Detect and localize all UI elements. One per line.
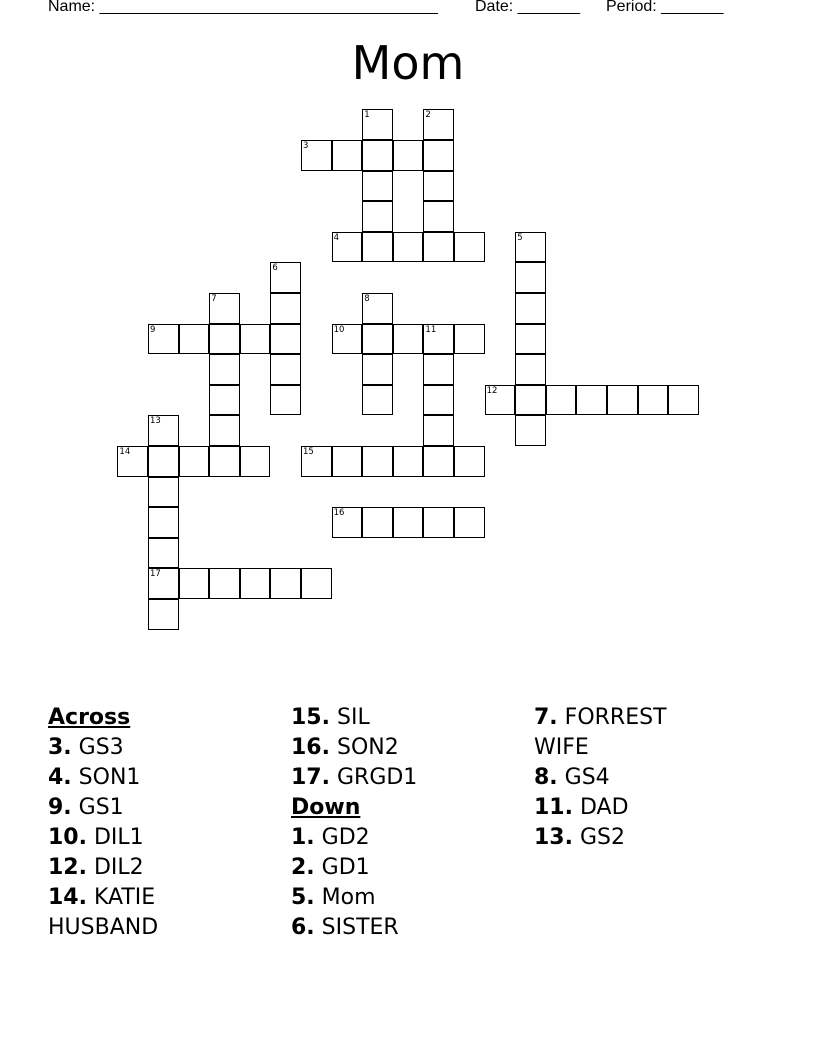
clue-item	[291, 823, 511, 853]
grid-cell[interactable]	[423, 385, 454, 416]
clue-number: 16	[333, 508, 345, 519]
clue-heading: Down	[291, 795, 361, 820]
grid-cell[interactable]	[148, 599, 179, 630]
grid-cell[interactable]	[668, 385, 699, 416]
clue-number: 4	[333, 232, 340, 243]
clue-number: 8	[364, 294, 370, 304]
grid-cell[interactable]	[362, 201, 393, 232]
clue-item-text: DAD	[579, 795, 629, 820]
grid-cell[interactable]	[454, 446, 485, 477]
clue-item-text: SISTER	[321, 915, 399, 940]
name-field-label: Name: ______________________________________	[48, 0, 438, 15]
grid-cell[interactable]	[515, 232, 546, 263]
clue-number: 3	[303, 141, 309, 151]
grid-cell[interactable]	[362, 109, 393, 140]
clue-item	[291, 703, 511, 733]
clue-item-text: GD2	[321, 825, 370, 850]
clue-item	[291, 733, 511, 763]
grid-cell[interactable]	[332, 324, 363, 355]
grid-cell[interactable]	[332, 507, 363, 538]
grid-cell[interactable]	[423, 324, 454, 355]
clue-item-text: SON2	[336, 735, 399, 760]
clue-number: 15	[303, 447, 314, 457]
grid-cell[interactable]	[179, 446, 210, 477]
grid-cell[interactable]	[423, 354, 454, 385]
grid-cell[interactable]	[179, 324, 210, 355]
clue-item	[534, 703, 714, 763]
clue-item-text: DIL1	[93, 825, 144, 850]
clue-item	[48, 853, 248, 883]
grid-cell[interactable]	[362, 171, 393, 202]
clue-item-text: FORREST WIFE	[534, 705, 667, 760]
clue-item-number: 1.	[291, 825, 315, 850]
grid-cell[interactable]	[148, 568, 179, 599]
clue-item	[534, 823, 714, 853]
clue-item-text: KATIE HUSBAND	[48, 885, 159, 940]
grid-cell[interactable]	[515, 293, 546, 324]
clue-item-number: 3.	[48, 735, 72, 760]
grid-cell[interactable]	[270, 385, 301, 416]
clue-item-text: GS4	[564, 765, 610, 790]
grid-cell[interactable]	[393, 140, 424, 171]
clue-number: 10	[333, 324, 345, 335]
clue-number: 12	[486, 385, 498, 396]
grid-cell[interactable]	[148, 538, 179, 569]
grid-cell[interactable]	[362, 324, 393, 355]
clue-item	[291, 913, 511, 943]
grid-cell[interactable]	[515, 324, 546, 355]
grid-cell[interactable]	[209, 324, 240, 355]
grid-cell[interactable]	[362, 232, 393, 263]
grid-cell[interactable]	[117, 446, 148, 477]
grid-cell[interactable]	[240, 568, 271, 599]
date-field-label: Date: _______	[475, 0, 580, 15]
grid-cell[interactable]	[209, 385, 240, 416]
grid-cell[interactable]	[148, 446, 179, 477]
grid-cell[interactable]	[148, 477, 179, 508]
grid-cell[interactable]	[301, 446, 332, 477]
clue-number: 13	[150, 416, 161, 427]
clue-number: 6	[272, 263, 278, 274]
clue-item-number: 15.	[291, 705, 330, 730]
clue-number: 11	[425, 324, 437, 335]
clue-item-number: 2.	[291, 855, 315, 880]
grid-cell[interactable]	[209, 415, 240, 446]
grid-cell[interactable]	[423, 232, 454, 263]
grid-cell[interactable]	[332, 232, 363, 263]
clue-number: 2	[425, 110, 431, 121]
grid-cell[interactable]	[362, 385, 393, 416]
grid-cell[interactable]	[393, 446, 424, 477]
grid-cell[interactable]	[454, 324, 485, 355]
clue-item-number: 13.	[534, 825, 573, 850]
clue-item-number: 8.	[534, 765, 558, 790]
grid-cell[interactable]	[423, 201, 454, 232]
clue-column-3	[534, 703, 714, 853]
grid-cell[interactable]	[301, 140, 332, 171]
clue-column-2	[291, 703, 511, 943]
clue-item-number: 12.	[48, 855, 87, 880]
clue-item-text: Mom	[321, 885, 376, 910]
grid-cell[interactable]	[515, 415, 546, 446]
clue-item-number: 6.	[291, 915, 315, 940]
grid-cell[interactable]	[332, 140, 363, 171]
grid-cell[interactable]	[423, 507, 454, 538]
clue-item	[48, 823, 248, 853]
clue-number: 9	[150, 324, 156, 335]
clue-item	[534, 793, 714, 823]
clue-item-number: 9.	[48, 795, 72, 820]
grid-cell[interactable]	[270, 354, 301, 385]
clue-item-text: GD1	[321, 855, 370, 880]
clue-item-number: 16.	[291, 735, 330, 760]
clue-item-number: 14.	[48, 885, 87, 910]
clue-item	[291, 853, 511, 883]
grid-cell[interactable]	[638, 385, 669, 416]
grid-cell[interactable]	[454, 507, 485, 538]
clue-number: 14	[119, 447, 131, 457]
clue-item-text: GS1	[78, 795, 124, 820]
grid-cell[interactable]	[423, 109, 454, 140]
grid-cell[interactable]	[209, 354, 240, 385]
grid-cell[interactable]	[362, 507, 393, 538]
clue-item-number: 11.	[534, 795, 573, 820]
grid-cell[interactable]	[546, 385, 577, 416]
grid-cell[interactable]	[423, 140, 454, 171]
grid-cell[interactable]	[423, 446, 454, 477]
grid-cell[interactable]	[332, 446, 363, 477]
grid-cell[interactable]	[209, 446, 240, 477]
puzzle-title: Mom	[351, 36, 465, 90]
clue-item	[48, 883, 248, 943]
clue-item	[291, 763, 511, 793]
grid-cell[interactable]	[515, 262, 546, 293]
clue-item-text: GS2	[579, 825, 625, 850]
grid-cell[interactable]	[148, 415, 179, 446]
clue-number: 17	[150, 569, 161, 580]
clue-number: 1	[364, 110, 370, 121]
grid-cell[interactable]	[393, 507, 424, 538]
grid-cell[interactable]	[576, 385, 607, 416]
grid-cell[interactable]	[148, 507, 179, 538]
grid-cell[interactable]	[270, 568, 301, 599]
period-field-label: Period: _______	[606, 0, 724, 15]
clue-item-text: GRGD1	[336, 765, 418, 790]
grid-cell[interactable]	[209, 293, 240, 324]
clue-item-text: DIL2	[93, 855, 144, 880]
clue-item-text: SON1	[78, 765, 141, 790]
clue-item	[48, 793, 248, 823]
grid-cell[interactable]	[209, 568, 240, 599]
grid-cell[interactable]	[607, 385, 638, 416]
grid-cell[interactable]	[270, 262, 301, 293]
grid-cell[interactable]	[362, 140, 393, 171]
clue-item	[534, 763, 714, 793]
grid-cell[interactable]	[423, 415, 454, 446]
grid-cell[interactable]	[362, 354, 393, 385]
grid-cell[interactable]	[301, 568, 332, 599]
grid-cell[interactable]	[179, 568, 210, 599]
clue-item	[48, 733, 248, 763]
clue-item-number: 7.	[534, 705, 558, 730]
grid-cell[interactable]	[270, 324, 301, 355]
grid-cell[interactable]	[393, 324, 424, 355]
clue-column-1	[48, 703, 248, 943]
clue-item-text: GS3	[78, 735, 124, 760]
grid-cell[interactable]	[148, 324, 179, 355]
grid-cell[interactable]	[393, 232, 424, 263]
grid-cell[interactable]	[270, 293, 301, 324]
clue-item	[291, 883, 511, 913]
clue-item-number: 5.	[291, 885, 315, 910]
clue-number: 7	[211, 294, 217, 304]
grid-cell[interactable]	[515, 354, 546, 385]
clue-item-text: SIL	[336, 705, 370, 730]
clue-item-number: 17.	[291, 765, 330, 790]
clue-number: 5	[517, 232, 523, 243]
grid-cell[interactable]	[240, 324, 271, 355]
grid-cell[interactable]	[515, 385, 546, 416]
clue-item-number: 4.	[48, 765, 72, 790]
clue-item	[48, 763, 248, 793]
grid-cell[interactable]	[485, 385, 516, 416]
grid-cell[interactable]	[362, 293, 393, 324]
clue-heading: Across	[48, 705, 131, 730]
grid-cell[interactable]	[454, 232, 485, 263]
clue-item-number: 10.	[48, 825, 87, 850]
grid-cell[interactable]	[240, 446, 271, 477]
grid-cell[interactable]	[423, 171, 454, 202]
grid-cell[interactable]	[362, 446, 393, 477]
